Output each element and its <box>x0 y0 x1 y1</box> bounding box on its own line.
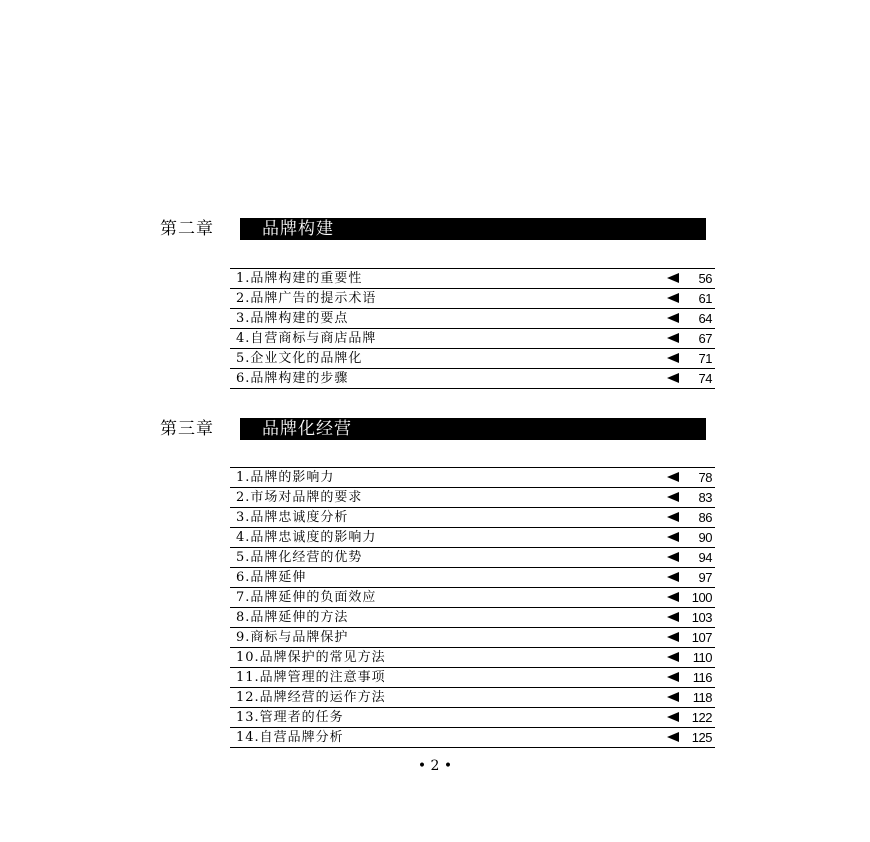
toc-entry-title: 1.品牌的影响力 <box>236 470 335 485</box>
toc-entry-title: 8.品牌延伸的方法 <box>236 610 349 625</box>
toc-entry[interactable] <box>230 688 715 708</box>
left-triangle-icon <box>667 672 679 682</box>
toc-entry-title: 6.品牌延伸 <box>236 570 307 585</box>
left-triangle-icon <box>667 552 679 562</box>
left-triangle-icon <box>667 632 679 642</box>
toc-entry-page: 94 <box>698 550 712 565</box>
toc-entry-title: 2.市场对品牌的要求 <box>236 490 363 505</box>
chapter-title: 品牌化经营 <box>262 419 352 439</box>
left-triangle-icon <box>667 732 679 742</box>
toc-entry[interactable] <box>230 309 715 329</box>
chapter-section-2 <box>160 218 715 386</box>
toc-entry[interactable] <box>230 588 715 608</box>
chapter-title: 品牌构建 <box>262 219 334 239</box>
left-triangle-icon <box>667 712 679 722</box>
toc-entry[interactable] <box>230 269 715 289</box>
left-triangle-icon <box>667 472 679 482</box>
toc-entry-title: 5.企业文化的品牌化 <box>236 351 363 366</box>
toc-entry-page: 116 <box>692 670 712 685</box>
toc-entry[interactable] <box>230 488 715 508</box>
left-triangle-icon <box>667 373 679 383</box>
toc-entry[interactable] <box>230 329 715 349</box>
toc-entry-page: 61 <box>698 291 712 306</box>
toc-entry[interactable] <box>230 668 715 688</box>
toc-entry-title: 4.自营商标与商店品牌 <box>236 331 377 346</box>
toc-entry[interactable] <box>230 468 715 488</box>
toc-entry[interactable] <box>230 349 715 369</box>
left-triangle-icon <box>667 652 679 662</box>
toc-entry-page: 67 <box>698 331 712 346</box>
chapter-title-bar <box>240 218 706 240</box>
toc-entry[interactable] <box>230 289 715 309</box>
toc-entry-title: 3.品牌忠诚度分析 <box>236 510 349 525</box>
toc-entry-title: 2.品牌广告的提示术语 <box>236 291 377 306</box>
toc-entry-title: 3.品牌构建的要点 <box>236 311 349 326</box>
toc-entry-title: 12.品牌经营的运作方法 <box>236 690 386 705</box>
toc-entry-title: 10.品牌保护的常见方法 <box>236 650 386 665</box>
toc-entry-title: 1.品牌构建的重要性 <box>236 271 363 286</box>
left-triangle-icon <box>667 313 679 323</box>
toc-entry-page: 83 <box>698 490 712 505</box>
toc-list <box>230 467 715 748</box>
left-triangle-icon <box>667 572 679 582</box>
left-triangle-icon <box>667 273 679 283</box>
toc-entry-page: 107 <box>691 630 712 645</box>
chapter-label: 第二章 <box>160 219 214 239</box>
toc-entry-page: 78 <box>698 470 712 485</box>
left-triangle-icon <box>667 612 679 622</box>
toc-list <box>230 268 715 389</box>
toc-entry[interactable] <box>230 528 715 548</box>
toc-entry-title: 14.自营品牌分析 <box>236 730 344 745</box>
chapter-section-3 <box>160 418 715 745</box>
toc-entry-page: 118 <box>692 690 712 705</box>
toc-entry-title: 5.品牌化经营的优势 <box>236 550 363 565</box>
toc-entry-page: 110 <box>692 650 712 665</box>
toc-entry[interactable] <box>230 608 715 628</box>
left-triangle-icon <box>667 532 679 542</box>
toc-entry-page: 90 <box>698 530 712 545</box>
page-number: • 2 • <box>417 758 453 774</box>
left-triangle-icon <box>667 592 679 602</box>
toc-entry-page: 56 <box>698 271 712 286</box>
chapter-label: 第三章 <box>160 419 214 439</box>
left-triangle-icon <box>667 353 679 363</box>
chapter-heading <box>160 218 715 242</box>
toc-entry-page: 71 <box>698 351 712 366</box>
toc-entry-title: 7.品牌延伸的负面效应 <box>236 590 377 605</box>
toc-entry[interactable] <box>230 508 715 528</box>
toc-entry-page: 103 <box>691 610 712 625</box>
chapter-heading <box>160 418 715 442</box>
toc-entry-title: 11.品牌管理的注意事项 <box>236 670 386 685</box>
toc-entry-page: 122 <box>691 710 712 725</box>
toc-entry-page: 74 <box>698 371 712 386</box>
toc-entry[interactable] <box>230 568 715 588</box>
toc-entry[interactable] <box>230 728 715 748</box>
toc-entry[interactable] <box>230 708 715 728</box>
toc-entry[interactable] <box>230 548 715 568</box>
toc-entry-title: 13.管理者的任务 <box>236 710 344 725</box>
left-triangle-icon <box>667 333 679 343</box>
toc-entry-title: 9.商标与品牌保护 <box>236 630 349 645</box>
toc-entry-title: 4.品牌忠诚度的影响力 <box>236 530 377 545</box>
toc-entry-title: 6.品牌构建的步骤 <box>236 371 349 386</box>
left-triangle-icon <box>667 293 679 303</box>
toc-entry-page: 100 <box>691 590 712 605</box>
toc-entry-page: 125 <box>691 730 712 745</box>
toc-entry-page: 97 <box>698 570 712 585</box>
left-triangle-icon <box>667 692 679 702</box>
chapter-title-bar <box>240 418 706 440</box>
toc-entry[interactable] <box>230 369 715 389</box>
left-triangle-icon <box>667 512 679 522</box>
toc-entry-page: 64 <box>698 311 712 326</box>
toc-entry[interactable] <box>230 648 715 668</box>
left-triangle-icon <box>667 492 679 502</box>
toc-entry-page: 86 <box>698 510 712 525</box>
toc-entry[interactable] <box>230 628 715 648</box>
